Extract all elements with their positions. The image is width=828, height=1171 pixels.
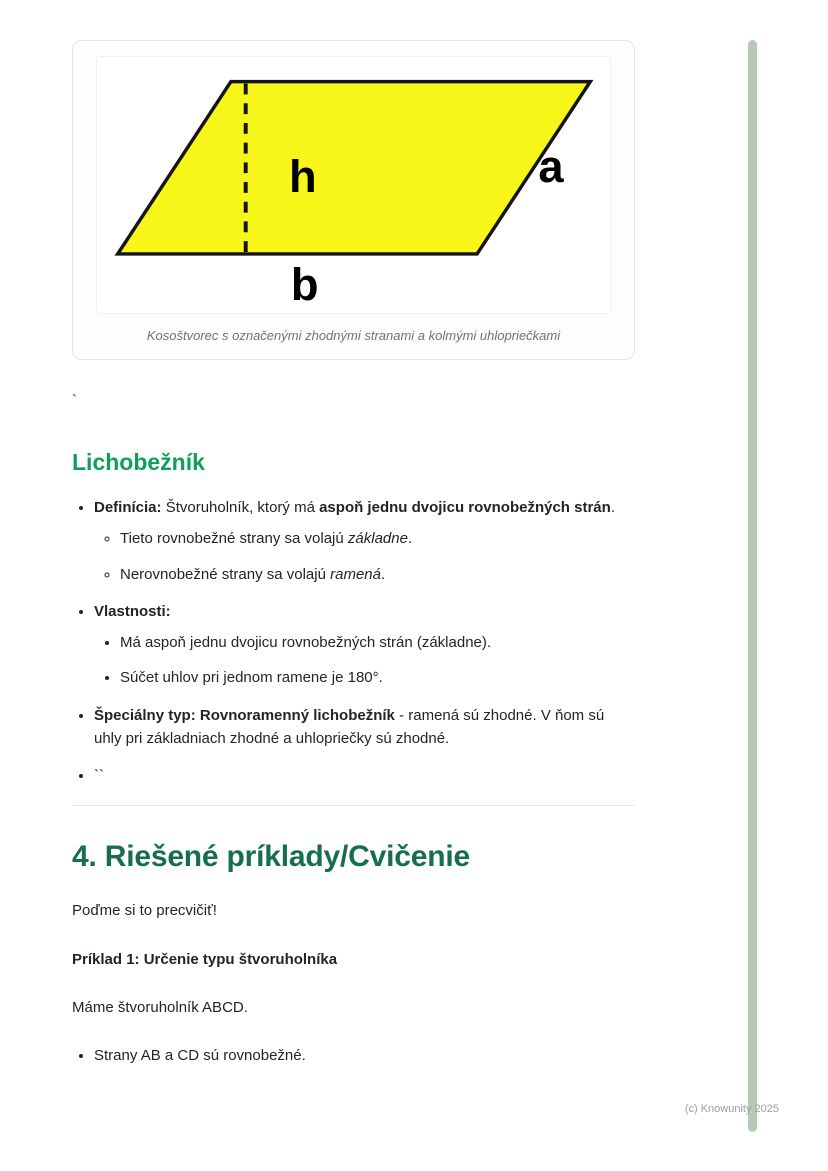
side-label-a: a [537,141,564,193]
definition-period: . [610,499,615,516]
list-item-property-2 [120,666,635,689]
section-heading-examples: 4. Riešené príklady/Cvičenie [72,840,470,874]
example1-title: Príklad 1: Určenie typu štvoruholníka [72,950,338,968]
list-item-strany [94,1044,635,1067]
section-divider [72,805,635,806]
example1-body: Máme štvoruholník ABCD. [72,999,248,1017]
stray-backtick: ` [72,392,77,409]
trapezoid-list [72,496,635,787]
figure-caption: Kosoštvorec s označenými zhodnými stranami a kolmými uhlopriečkami [146,328,561,343]
examples-intro: Poďme si to precvičiť! [72,902,217,920]
sub-italic: základne [347,530,408,548]
section-heading-lichobeznik: Lichobežník [72,449,205,475]
height-label-h: h [288,150,317,202]
properties-sublist [94,631,635,690]
content-column [72,40,635,1067]
sub-text: Tieto rovnobežné strany sa volajú [120,530,348,548]
definition-text: Štvoruholník, ktorý má [165,499,320,516]
definition-bold: aspoň jednu dvojicu rovnobežných strán [319,499,611,516]
list-item-backticks [94,764,635,787]
definition-sublist [94,527,635,586]
list-item-zakladne [120,527,635,550]
sub-period: . [380,565,386,583]
special-type-text: - ramená sú zhodné. V ňom sú uhly pri základniach zhodné a uhlopriečky sú zhodné. [94,706,605,747]
special-type-bold: Špeciálny typ: Rovnoramenný lichobežník [94,706,395,724]
example1-list [72,1044,635,1067]
scrollbar[interactable] [748,40,757,1132]
list-item-property-1 [120,631,635,654]
backticks-text: `` [94,767,104,784]
property-text: Má aspoň jednu dvojicu rovnobežných strán (základne). [120,634,492,651]
figure-card [72,40,635,360]
sub-italic: ramená [330,565,381,583]
watermark: (c) Knowunity 2025 [684,1103,779,1115]
parallelogram-svg [98,59,610,311]
list-item-specialny-typ [94,704,635,751]
sub-text: Nerovnobežné strany sa volajú [120,565,331,583]
property-text: Súčet uhlov pri jednom ramene je 180°. [120,669,383,687]
list-item-ramena [120,563,635,586]
properties-title: Vlastnosti: [94,602,171,620]
sub-period: . [407,530,413,548]
parallelogram-figure [96,56,611,314]
example1-bullet-text: Strany AB a CD sú rovnobežné. [94,1046,306,1064]
definition-label: Definícia: [94,499,166,516]
base-label-b: b [290,259,319,311]
parallelogram-shape [117,82,590,254]
list-item-definicia [94,496,635,586]
list-item-vlastnosti [94,600,635,690]
